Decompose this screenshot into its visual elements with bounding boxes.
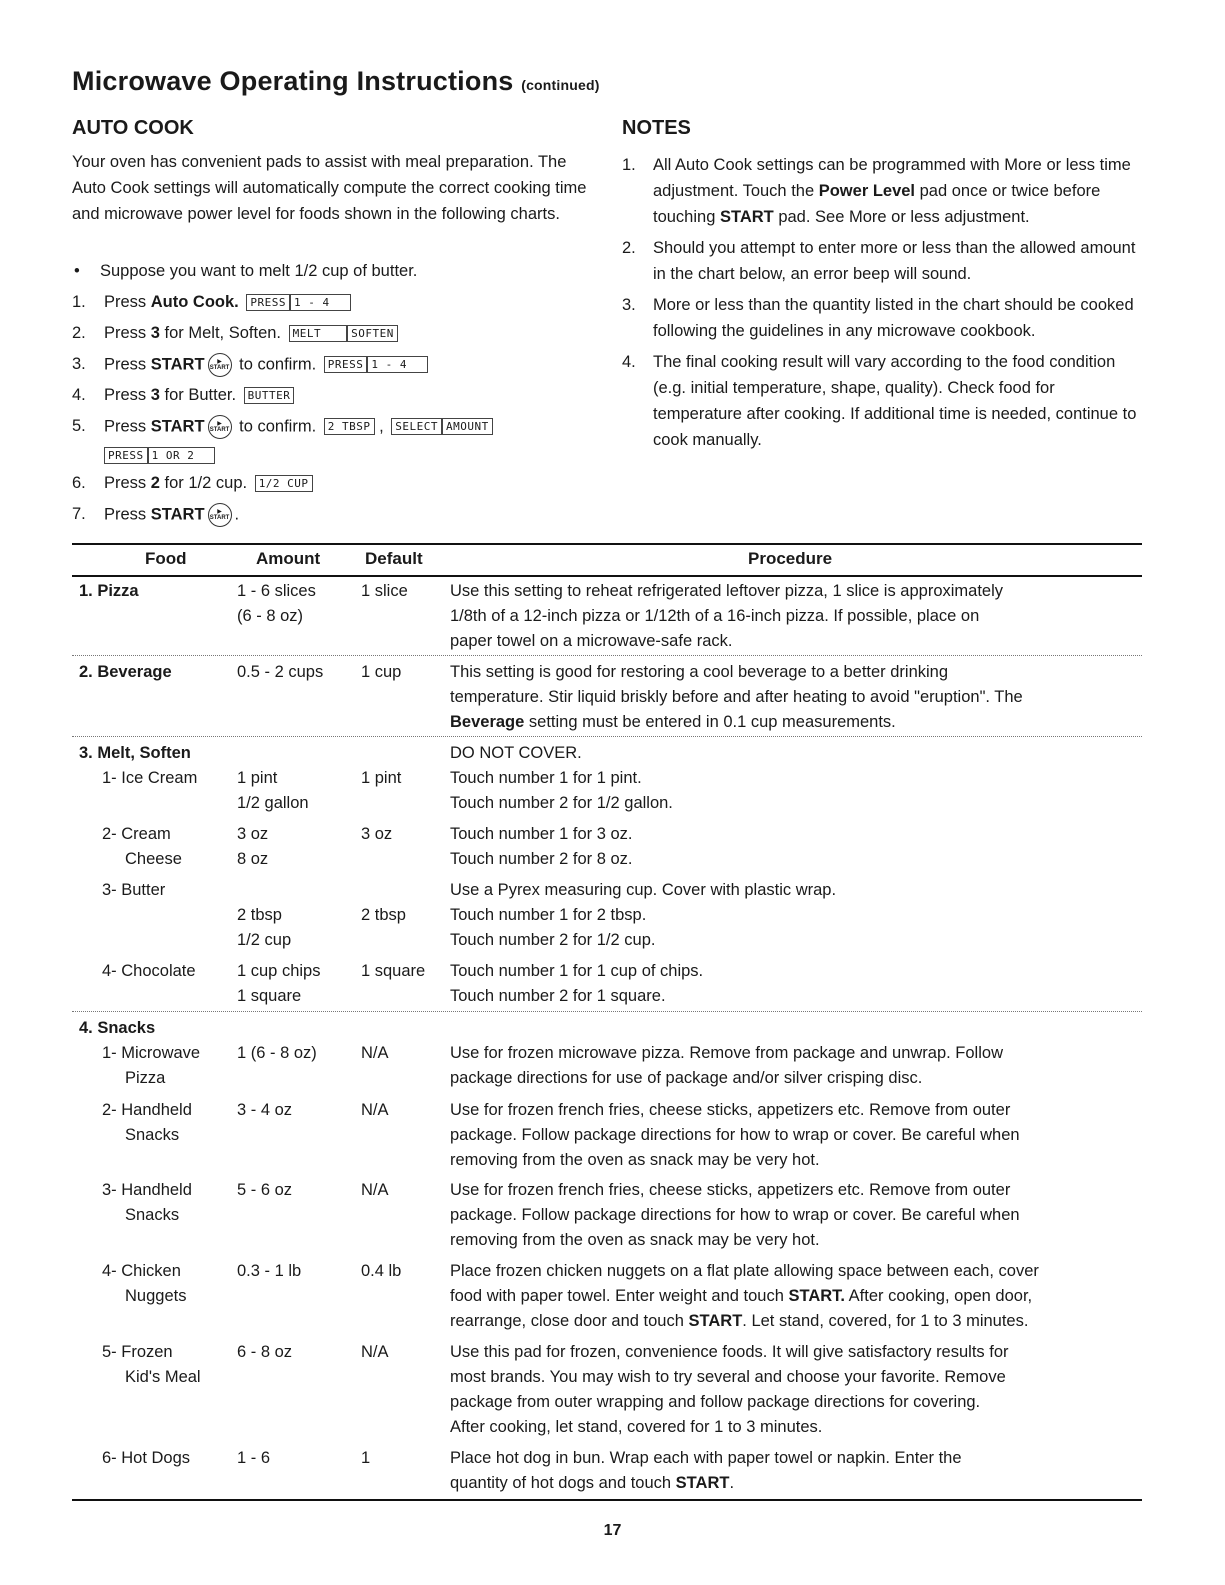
- table-top-rule: [72, 543, 1142, 545]
- sub-cream-cheese: Cheese: [125, 850, 182, 868]
- sub-ice-cream-procedure: Touch number 1 for 1 pint. Touch number 2 for 1/2 gallon.: [450, 769, 673, 812]
- sub-microwave-pizza: 1- Microwave: [102, 1044, 201, 1062]
- sub-cream-cheese: 2- Cream: [102, 825, 171, 843]
- row-beverage-default: 1 cup: [361, 663, 402, 681]
- step-1: 1. Press Auto Cook. PRESS 1 - 4: [72, 287, 592, 318]
- start-button-icon: ▶ START: [208, 353, 232, 377]
- sub-kids-meal-default: N/A: [361, 1343, 389, 1361]
- sub-chicken-nuggets-procedure: Place frozen chicken nuggets on a flat plate allowing space between each, cover food with paper towel. Enter weight and touch START. After cooking, open door, rearrange, close door and touch START. Let stand, covered, for 1 to 3 minutes.: [450, 1262, 1039, 1330]
- sub-handheld-snacks-2-amount: 5 - 6 oz: [237, 1181, 293, 1199]
- sub-cream-procedure: Touch number 1 for 3 oz. Touch number 2 for 8 oz.: [450, 825, 633, 868]
- row-divider: [72, 1011, 1142, 1012]
- sub-hot-dogs-default: 1: [361, 1449, 371, 1467]
- sub-ice-cream-amount: 1 pint: [237, 769, 278, 787]
- column-header-procedure: Procedure: [748, 549, 833, 568]
- sub-chocolate-procedure: Touch number 1 for 1 cup of chips. Touch number 2 for 1 square.: [450, 962, 704, 1005]
- sub-ice-cream: 1- Ice Cream: [102, 769, 198, 787]
- sub-kids-meal-procedure: Use this pad for frozen, convenience foods. It will give satisfactory results for most brands. You may wish to try several and choose your favorite. Remove package from outer wrapping and follow package directions for covering. After cooking, let stand, covered for 1 to 3 minutes.: [450, 1343, 1009, 1436]
- page-title: Microwave Operating Instructions (continued): [72, 66, 600, 96]
- sub-chicken-nuggets: Nuggets: [125, 1287, 187, 1305]
- sub-chicken-nuggets: 4- Chicken: [102, 1262, 181, 1280]
- lcd-display: MELT: [289, 325, 348, 342]
- step-2: 2. Press 3 for Melt, Soften. MELT SOFTEN: [72, 318, 592, 349]
- sub-chocolate-amount: 1 square: [237, 987, 302, 1005]
- sub-chocolate-amount: 1 cup chips: [237, 962, 321, 980]
- row-pizza-amount: (6 - 8 oz): [237, 607, 304, 625]
- column-header-amount: Amount: [256, 549, 321, 568]
- sub-hot-dogs-procedure: Place hot dog in bun. Wrap each with paper towel or napkin. Enter the quantity of hot dogs and touch START.: [450, 1449, 962, 1492]
- sub-butter-amount: 1/2 cup: [237, 931, 292, 949]
- column-header-default: Default: [365, 549, 423, 568]
- sub-butter: 3- Butter: [102, 881, 166, 899]
- sub-kids-meal: Kid's Meal: [125, 1368, 201, 1386]
- sub-kids-meal-amount: 6 - 8 oz: [237, 1343, 293, 1361]
- row-melt-note: DO NOT COVER.: [450, 744, 582, 762]
- row-divider: [72, 655, 1142, 656]
- row-pizza-default: 1 slice: [361, 582, 408, 600]
- sub-ice-cream-amount: 1/2 gallon: [237, 794, 309, 812]
- start-button-icon: ▶ START: [208, 415, 232, 439]
- note-item: 4. The final cooking result will vary according to the food condition (e.g. initial temperature, shape, quality). Check food for temperature after cooking. If additional time is needed, continue to cook manually.: [622, 353, 1137, 449]
- sub-butter-note: Use a Pyrex measuring cup. Cover with plastic wrap.: [450, 881, 837, 899]
- row-beverage-food: 2. Beverage: [79, 663, 172, 681]
- sub-cream-amount: 3 oz: [237, 825, 269, 843]
- sub-hot-dogs: 6- Hot Dogs: [102, 1449, 191, 1467]
- auto-cook-heading: AUTO COOK: [72, 117, 194, 139]
- lcd-display: SELECT: [391, 418, 442, 435]
- sub-handheld-snacks: 2- Handheld: [102, 1101, 192, 1119]
- note-item: 1. All Auto Cook settings can be programmed with More or less time adjustment. Touch the Power Level pad once or twice before touching START pad. See More or less adjustment.: [622, 156, 1131, 226]
- lcd-display: SOFTEN: [347, 325, 398, 342]
- sub-chicken-nuggets-amount: 0.3 - 1 lb: [237, 1262, 302, 1280]
- sub-handheld-snacks-default: N/A: [361, 1101, 389, 1119]
- sub-chocolate-default: 1 square: [361, 962, 426, 980]
- row-beverage-amount: 0.5 - 2 cups: [237, 663, 324, 681]
- example-line: • Suppose you want to melt 1/2 cup of butter.: [74, 262, 418, 280]
- lcd-display: 1/2 CUP: [255, 475, 313, 492]
- step-5-continued: [72, 442, 592, 468]
- table-bottom-rule: [72, 1499, 1142, 1501]
- sub-handheld-snacks-2: 3- Handheld: [102, 1181, 192, 1199]
- page-number: 17: [603, 1522, 622, 1539]
- sub-microwave-pizza-amount: 1 (6 - 8 oz): [237, 1044, 317, 1062]
- lcd-display: PRESS: [246, 294, 290, 311]
- row-divider: [72, 736, 1142, 737]
- lcd-display: 1 OR 2: [148, 447, 216, 464]
- sub-hot-dogs-amount: 1 - 6: [237, 1449, 271, 1467]
- lcd-display: PRESS: [324, 356, 368, 373]
- notes-heading: NOTES: [622, 117, 691, 139]
- lcd-display: 1 - 4: [367, 356, 428, 373]
- row-melt-food: 3. Melt, Soften: [79, 744, 191, 762]
- lcd-display: 1 - 4: [290, 294, 351, 311]
- sub-handheld-snacks-2: Snacks: [125, 1206, 180, 1224]
- sub-handheld-snacks-2-default: N/A: [361, 1181, 389, 1199]
- sub-handheld-snacks-procedure: Use for frozen french fries, cheese sticks, appetizers etc. Remove from outer package. Follow package directions for how to wrap or cover. Be careful when removing from the oven as snack may be very hot.: [450, 1101, 1020, 1169]
- note-item: 2. Should you attempt to enter more or less than the allowed amount in the chart below, an error beep will sound.: [622, 239, 1136, 283]
- row-pizza-amount: 1 - 6 slices: [237, 582, 316, 600]
- lcd-display: BUTTER: [244, 387, 295, 404]
- sub-cream-amount: 8 oz: [237, 850, 269, 868]
- sub-chicken-nuggets-default: 0.4 lb: [361, 1262, 402, 1280]
- sub-kids-meal: 5- Frozen: [102, 1343, 173, 1361]
- step-6: 6. Press 2 for 1/2 cup. 1/2 CUP: [72, 468, 592, 499]
- lcd-display: PRESS: [104, 447, 148, 464]
- sub-butter-procedure: Touch number 1 for 2 tbsp. Touch number 2 for 1/2 cup.: [450, 906, 656, 949]
- auto-cook-intro: Your oven has convenient pads to assist with meal preparation. The Auto Cook settings will automatically compute the correct cooking time and microwave power level for foods shown in the following charts.: [72, 153, 587, 223]
- lcd-display: AMOUNT: [442, 418, 493, 435]
- row-pizza-procedure: Use this setting to reheat refrigerated leftover pizza, 1 slice is approximately 1/8th of a 12-inch pizza or 1/12th of a 16-inch pizza. If possible, place on paper towel on a microwave-safe rack.: [450, 582, 1004, 650]
- sub-ice-cream-default: 1 pint: [361, 769, 402, 787]
- column-header-food: Food: [145, 549, 187, 568]
- page-subtitle: (continued): [521, 77, 600, 93]
- notes-list: [622, 152, 1142, 458]
- sub-cream-default: 3 oz: [361, 825, 393, 843]
- sub-butter-amount: 2 tbsp: [237, 906, 282, 924]
- sub-handheld-snacks-amount: 3 - 4 oz: [237, 1101, 293, 1119]
- table-header-rule: [72, 575, 1142, 577]
- note-item: 3. More or less than the quantity listed in the chart should be cooked following the guidelines in any microwave cookbook.: [622, 296, 1134, 340]
- sub-butter-default: 2 tbsp: [361, 906, 406, 924]
- row-pizza-food: 1. Pizza: [79, 582, 139, 600]
- step-4: 4. Press 3 for Butter. BUTTER: [72, 380, 592, 411]
- sub-handheld-snacks-2-procedure: Use for frozen french fries, cheese sticks, appetizers etc. Remove from outer package. Follow package directions for how to wrap or cover. Be careful when removing from the oven as snack may be very hot.: [450, 1181, 1020, 1249]
- lcd-display: 2 TBSP: [324, 418, 375, 435]
- row-beverage-procedure: This setting is good for restoring a cool beverage to a better drinking temperature. Stir liquid briskly before and after heating to avoid "eruption". The Beverage setting must be entered in 0.1 cup measurements.: [450, 663, 1023, 731]
- step-7: 7. Press START ▶ START .: [72, 499, 592, 530]
- step-3: 3. Press START ▶ START to confirm. PRESS 1 - 4: [72, 349, 592, 380]
- step-5: 5. Press START ▶ START to confirm. 2 TBSP , SELECT AMOUNT: [72, 411, 592, 442]
- sub-microwave-pizza: Pizza: [125, 1069, 166, 1087]
- sub-chocolate: 4- Chocolate: [102, 962, 196, 980]
- sub-microwave-pizza-default: N/A: [361, 1044, 389, 1062]
- row-snacks-food: 4. Snacks: [79, 1019, 156, 1037]
- start-button-icon: ▶ START: [208, 503, 232, 527]
- auto-cook-steps: [72, 256, 592, 530]
- sub-microwave-pizza-procedure: Use for frozen microwave pizza. Remove from package and unwrap. Follow package directions for use of package and/or silver crisping disc.: [450, 1044, 1003, 1087]
- sub-handheld-snacks: Snacks: [125, 1126, 180, 1144]
